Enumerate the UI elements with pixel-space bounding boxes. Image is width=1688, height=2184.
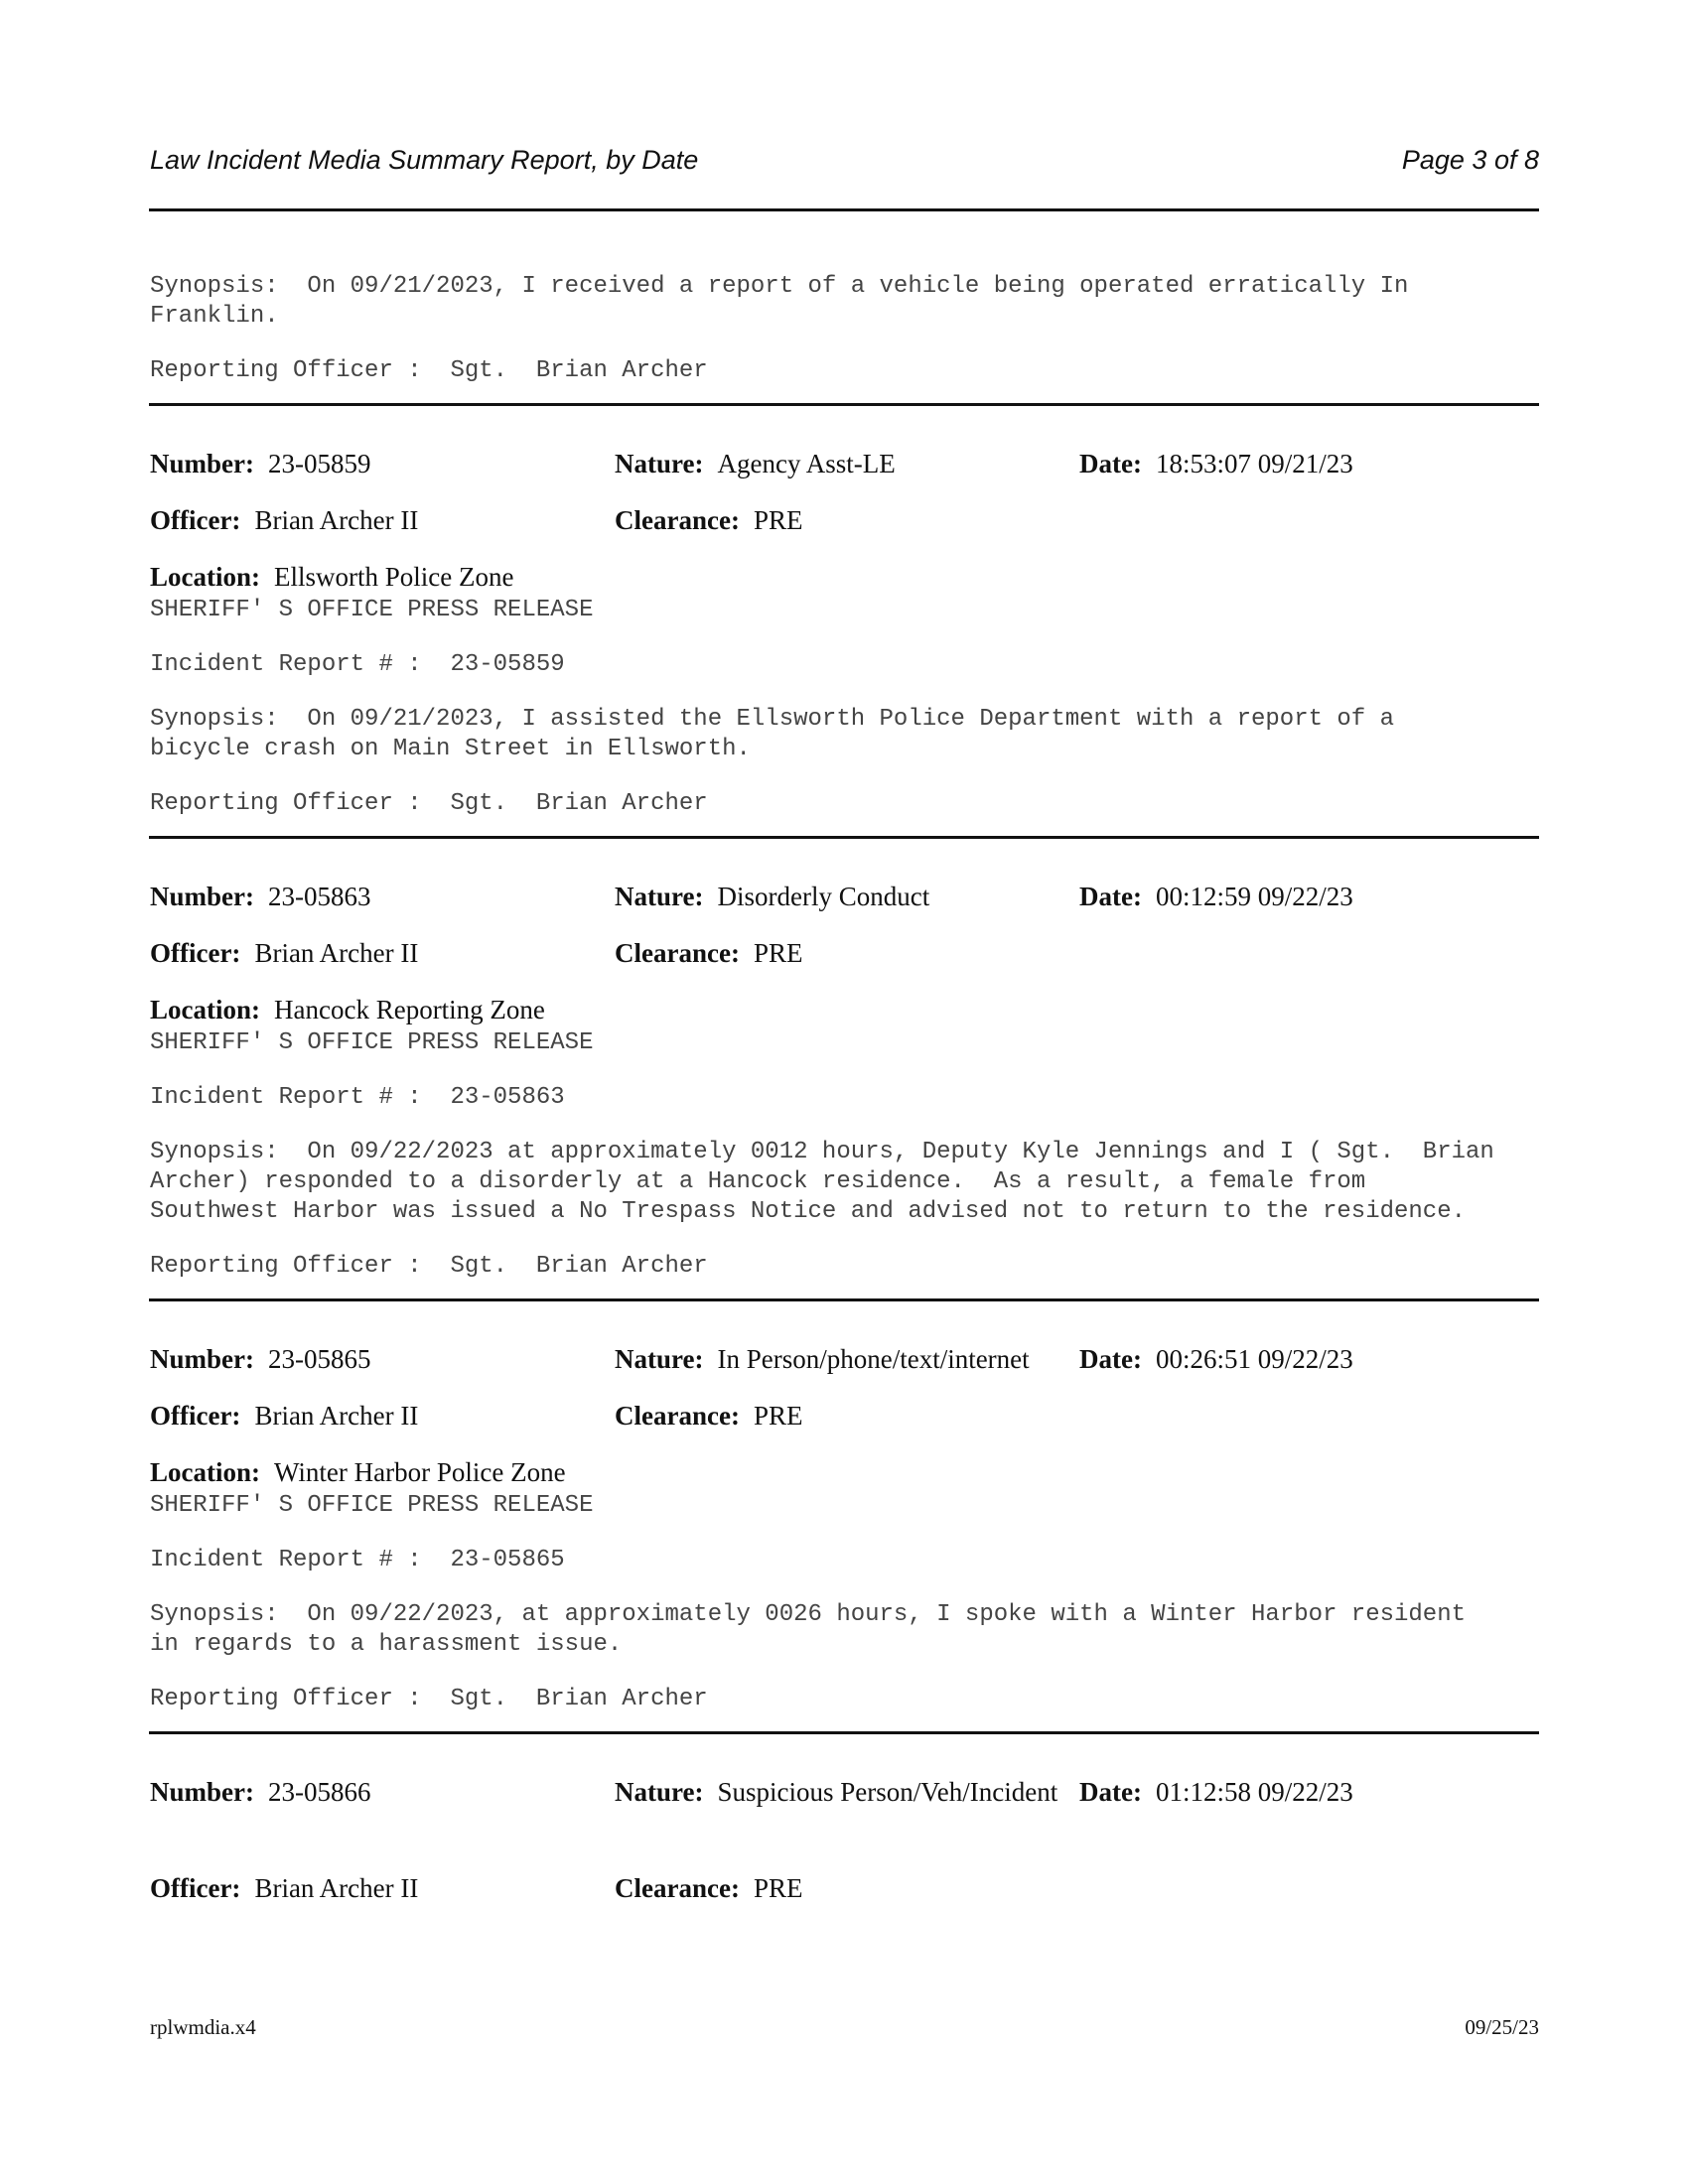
synopsis-line-2: Archer) responded to a disorderly at a Hancock residence. As a result, a female from	[150, 1168, 1366, 1195]
incident-nature: Nature: Suspicious Person/Veh/Incident	[615, 1777, 1058, 1807]
incident-divider	[149, 403, 1539, 406]
incident-nature: Nature: Disorderly Conduct	[615, 882, 930, 911]
incident-officer: Officer: Brian Archer II	[150, 1401, 419, 1431]
incident-report-number: Incident Report # : 23-05865	[150, 1547, 565, 1573]
synopsis-line-1: Synopsis: On 09/21/2023, I assisted the Ellsworth Police Department with a report of a	[150, 706, 1395, 733]
incident-report-number: Incident Report # : 23-05863	[150, 1084, 565, 1111]
incident-nature: Nature: In Person/phone/text/internet	[615, 1344, 1030, 1374]
synopsis-line-1: Synopsis: On 09/22/2023, at approximately 0026 hours, I spoke with a Winter Harbor resident	[150, 1601, 1467, 1628]
synopsis-line-2: bicycle crash on Main Street in Ellsworth.	[150, 736, 751, 762]
footer-print-date: 09/25/23	[1465, 2015, 1539, 2039]
press-release-label: SHERIFF' S OFFICE PRESS RELEASE	[150, 597, 594, 623]
incident-date: Date: 00:12:59 09/22/23	[1079, 882, 1353, 911]
incident-location: Location: Ellsworth Police Zone	[150, 562, 514, 592]
synopsis-line-2: in regards to a harassment issue.	[150, 1631, 623, 1658]
incident-report-number: Incident Report # : 23-05859	[150, 651, 565, 678]
incident-clearance: Clearance: PRE	[615, 505, 803, 535]
footer-report-id: rplwmdia.x4	[150, 2015, 256, 2039]
incident-number: Number: 23-05865	[150, 1344, 371, 1374]
carryover-synopsis-line-1: Synopsis: On 09/21/2023, I received a report of a vehicle being operated erratically In	[150, 273, 1409, 300]
reporting-officer: Reporting Officer : Sgt. Brian Archer	[150, 1253, 708, 1280]
incident-divider	[149, 1298, 1539, 1301]
reporting-officer: Reporting Officer : Sgt. Brian Archer	[150, 1686, 708, 1712]
page-number: Page 3 of 8	[1401, 145, 1539, 175]
incident-officer: Officer: Brian Archer II	[150, 505, 419, 535]
carryover-reporting-officer: Reporting Officer : Sgt. Brian Archer	[150, 357, 708, 384]
incident-divider	[149, 1731, 1539, 1734]
incident-number: Number: 23-05859	[150, 449, 371, 478]
report-title: Law Incident Media Summary Report, by Date	[150, 145, 699, 175]
incident-number: Number: 23-05863	[150, 882, 371, 911]
incident-officer: Officer: Brian Archer II	[150, 938, 419, 968]
incident-divider	[149, 836, 1539, 839]
synopsis-line-3: Southwest Harbor was issued a No Trespass Notice and advised not to return to the residence.	[150, 1198, 1467, 1225]
header-rule	[149, 208, 1539, 211]
incident-clearance: Clearance: PRE	[615, 1873, 803, 1903]
incident-date: Date: 18:53:07 09/21/23	[1079, 449, 1353, 478]
reporting-officer: Reporting Officer : Sgt. Brian Archer	[150, 790, 708, 817]
incident-location: Location: Winter Harbor Police Zone	[150, 1457, 566, 1487]
incident-clearance: Clearance: PRE	[615, 938, 803, 968]
synopsis-line-1: Synopsis: On 09/22/2023 at approximately 0012 hours, Deputy Kyle Jennings and I ( Sgt. Brian	[150, 1139, 1494, 1165]
incident-location: Location: Hancock Reporting Zone	[150, 995, 545, 1024]
incident-number: Number: 23-05866	[150, 1777, 371, 1807]
incident-date: Date: 01:12:58 09/22/23	[1079, 1777, 1353, 1807]
press-release-label: SHERIFF' S OFFICE PRESS RELEASE	[150, 1492, 594, 1519]
incident-date: Date: 00:26:51 09/22/23	[1079, 1344, 1353, 1374]
incident-nature: Nature: Agency Asst-LE	[615, 449, 896, 478]
incident-clearance: Clearance: PRE	[615, 1401, 803, 1431]
carryover-synopsis-line-2: Franklin.	[150, 303, 279, 330]
press-release-label: SHERIFF' S OFFICE PRESS RELEASE	[150, 1029, 594, 1056]
incident-officer: Officer: Brian Archer II	[150, 1873, 419, 1903]
